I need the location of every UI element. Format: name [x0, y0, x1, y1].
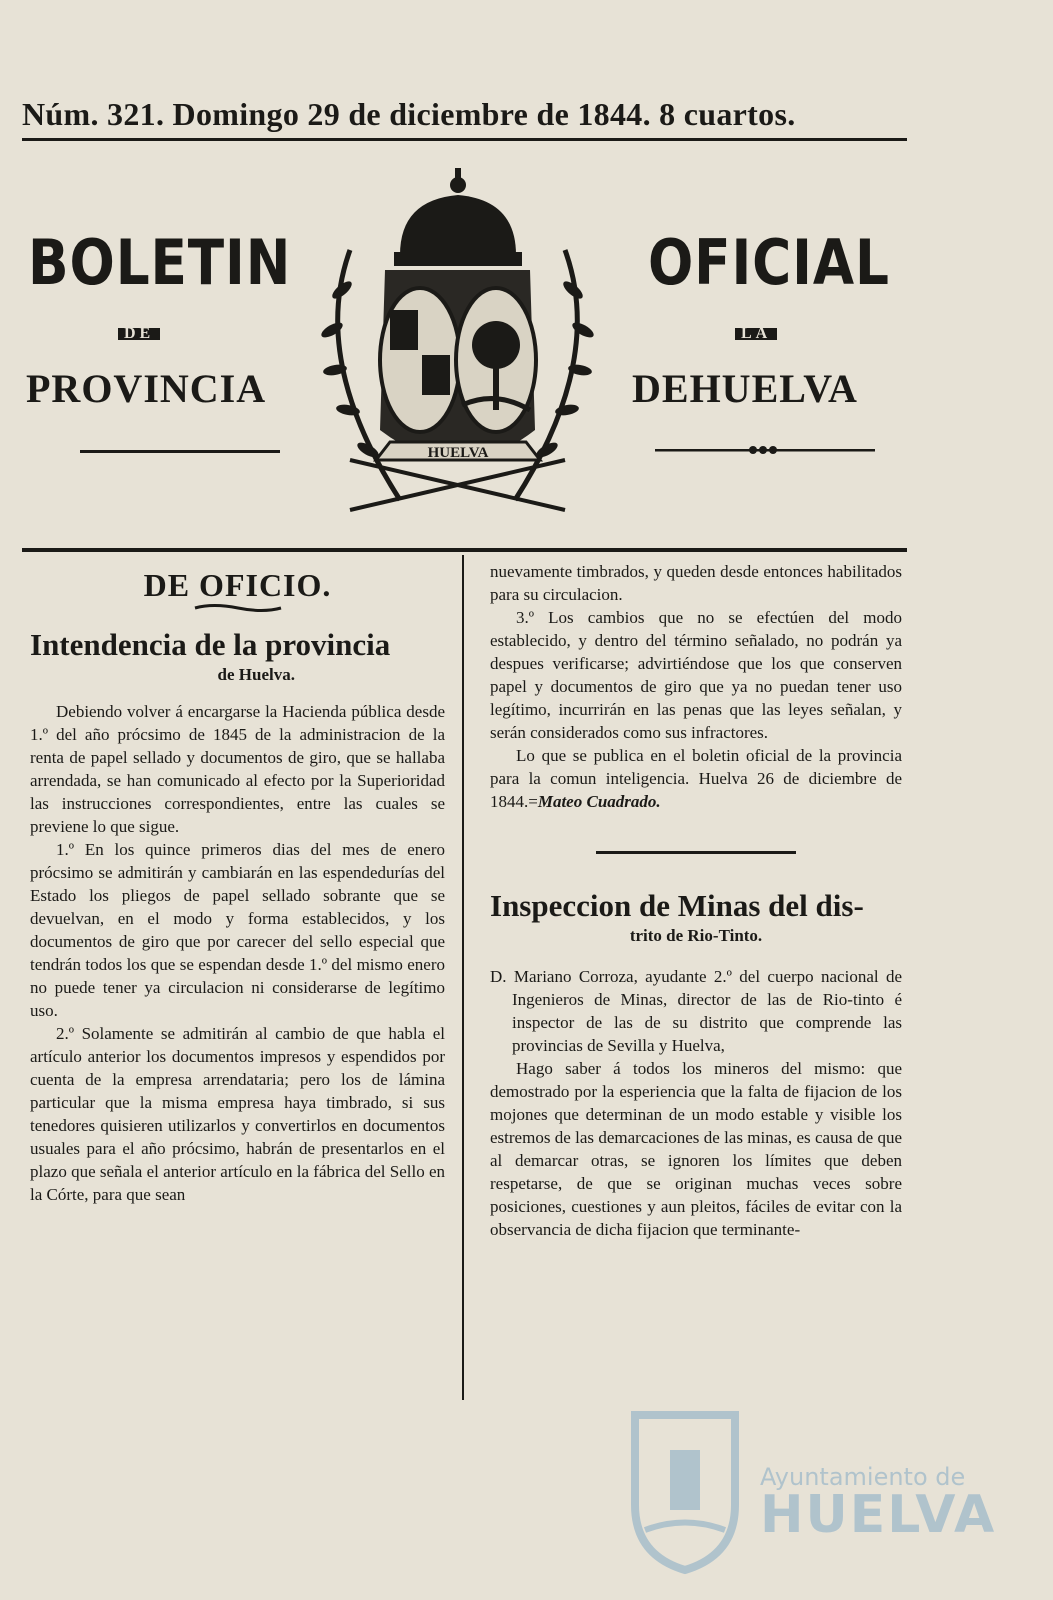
masthead-provincia: PROVINCIA	[26, 366, 267, 411]
issue-line: Núm. 321. Domingo 29 de diciembre de 1844. 8 cuartos.	[22, 96, 796, 132]
masthead-bottom-rule	[22, 548, 907, 552]
watermark-shield-icon	[625, 1395, 745, 1575]
masthead-right-ornament	[655, 444, 875, 456]
notice-intro: D. Mariano Corroza, ayudante 2.º del cuerpo nacional de Ingenieros de Minas, director de las de Rio-tinto é inspector de las de su distrito que comprende las provincias de Sevilla y Huelva,	[490, 967, 902, 1055]
headline-intendencia: Intendencia de la provincia	[30, 627, 391, 662]
closing-paragraph: Lo que se publica en el boletin oficial de la provincia para la comun inteligencia. Huelva 26 de diciembre de 1844.=Mateo Cuadrado.	[490, 746, 902, 811]
masthead-boletin: BOLETIN	[28, 226, 292, 299]
top-rule	[22, 138, 907, 141]
headline-inspeccion-minas: Inspeccion de Minas del dis-	[490, 888, 864, 923]
crest-ribbon-text: HUELVA	[427, 445, 489, 461]
masthead-oficial: OFICIAL	[648, 226, 890, 299]
masthead-la: LA	[735, 328, 777, 340]
closing-text: Lo que se publica en el boletin oficial de la provincia para la comun inteligencia. Huelva 26 de diciembre de 1844.	[490, 746, 902, 811]
masthead-de: DE	[118, 328, 160, 340]
article-paragraph: 3.º Los cambios que no se efectúen del modo establecido, y dentro del término señalado, no podrán ya despues verificarse; advirtiéndose que los que conserven papel y documentos de giro que ya no puedan tener uso legítimo, incurrirán en las penas que las leyes señalan, y serán considerados como sus infractores.	[490, 608, 902, 742]
subhead-rio-tinto: trito de Rio-Tinto.	[629, 926, 763, 945]
article-paragraph: 1.º En los quince primeros dias del mes de enero prócsimo se admitirán y cambiarán en las espendedurías del Estado los pliegos de papel sellado sobrante que se devuelvan, en el modo y forma establecidos, y los documentos de giro que por carecer del sello especial que tendrán todos los que se espendan desde 1.º del mismo enero no puede tener ya circulacion ni considerarse de legítimo uso.	[30, 840, 445, 1020]
flourish-ornament	[193, 603, 283, 613]
column-divider	[462, 555, 464, 1400]
watermark-line2: HUELVA	[760, 1485, 997, 1545]
section-title-de-oficio: DE OFICIO.	[143, 567, 332, 603]
signature: Mateo Cuadrado.	[537, 792, 661, 811]
article-paragraph: Debiendo volver á encargarse la Hacienda pública desde 1.º del año prócsimo de 1845 de la administracion de la renta de papel sellado y documentos de giro, que se hallaba arrendada, se han comunicado al efecto por la Superioridad las instrucciones correspondientes, entre las cuales se previene lo que sigue.	[30, 702, 445, 836]
article-paragraph: 2.º Solamente se admitirán al cambio de que habla el artículo anterior los documentos impresos y espendidos por cuenta de la empresa arrendataria; pero los de lámina particular que la misma empresa haya timbrado, si sus tenedores quisieren utilizarlos y convertirlos en documentos usuales para el año prócsimo, habrán de presentarlos en el plazo que señala el anterior artículo en la fábrica del Sello en la Córte, para que sean	[30, 1024, 445, 1204]
coat-of-arms-crest	[290, 160, 625, 530]
section-separator	[596, 851, 796, 854]
notice-body: Hago saber á todos los mineros del mismo: que demostrado por la esperiencia que la falta de fijacion de los mojones que determinan de un modo estable y visible los estremos de las demarcaciones de las minas, es causa de que al demarcar otras, se ignoren los límites que deben respetarse, de que se originan muchas veces sobre posiciones, cuestiones y aun pleitos, fáciles de evitar con la observancia de dicha fijacion que terminante-	[490, 1059, 902, 1239]
left-column	[30, 560, 445, 1206]
right-column	[490, 560, 902, 1241]
masthead-dehuelva: DEHUELVA	[632, 366, 858, 411]
subhead-de-huelva: de Huelva.	[217, 665, 295, 684]
watermark-line1: Ayuntamiento de	[760, 1463, 966, 1491]
article-paragraph: nuevamente timbrados, y queden desde entonces habilitados para su circulacion.	[490, 562, 902, 604]
archive-watermark	[625, 1395, 997, 1585]
masthead-left-ornament	[80, 450, 280, 453]
